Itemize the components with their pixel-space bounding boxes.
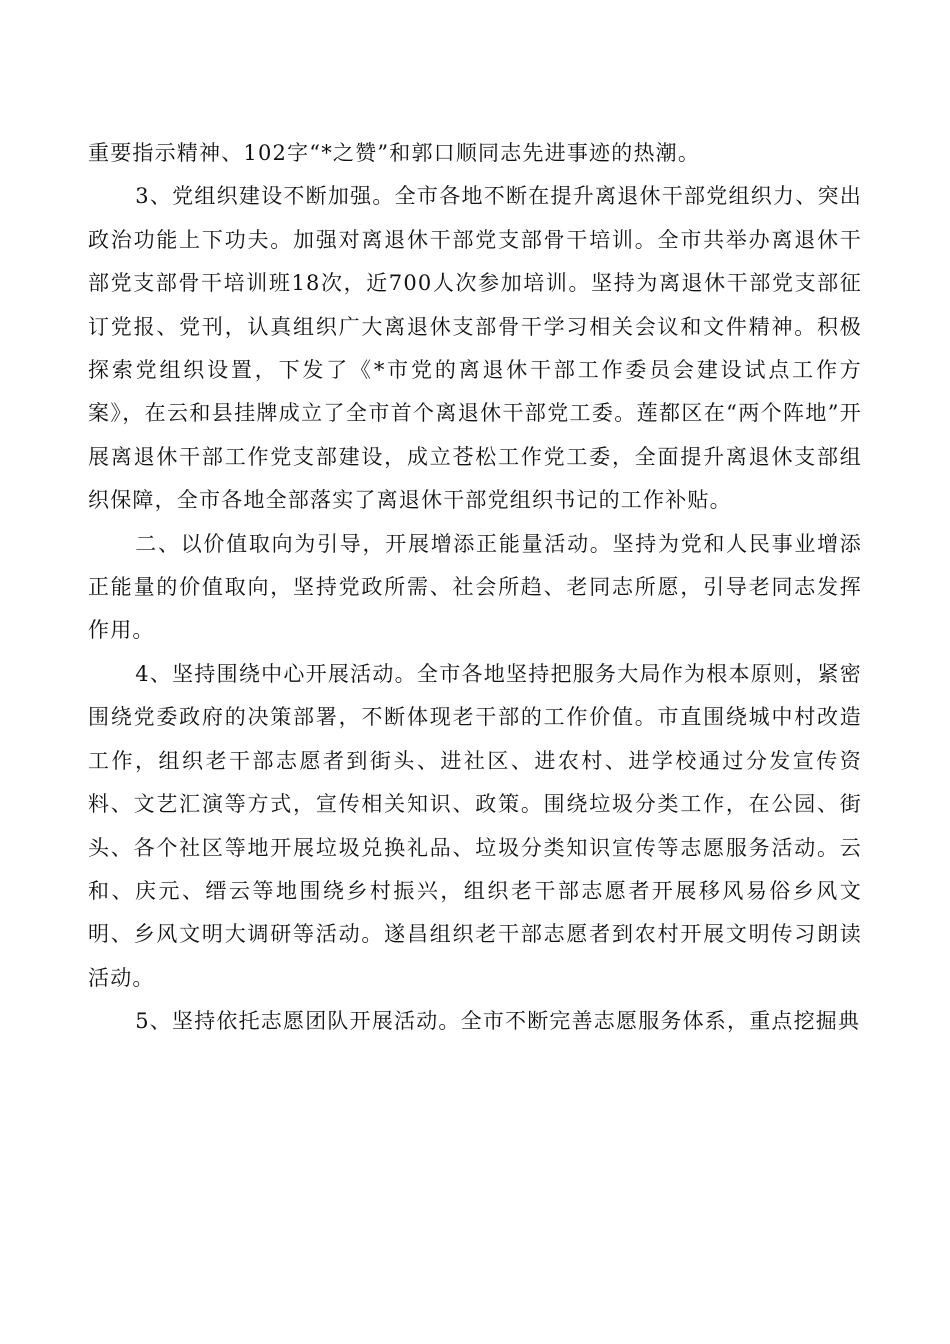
paragraph-center-activities: 4、坚持围绕中心开展活动。全市各地坚持把服务大局作为根本原则，紧密围绕党委政府的决策部署，不断体现老干部的工作价值。市直围绕城中村改造工作，组织老干部志愿者到街头、进社区、进农村、进学校通过分发宣传资料、文艺汇演等方式，宣传相关知识、政策。围绕垃圾分类工作，在公园、街头、各个社区等地开展垃圾兑换礼品、垃圾分类知识宣传等志愿服务活动。云和、庆元、缙云等地围绕乡村振兴，组织老干部志愿者开展移风易俗乡风文明、乡风文明大调研等活动。遂昌组织老干部志愿者到农村开展文明传习朗读活动。 <box>88 661 862 990</box>
paragraph-continuation: 重要指示精神、102字“*之赞”和郭口顺同志先进事迹的热潮。 <box>88 141 701 165</box>
document-body <box>88 132 862 1044</box>
paragraph-section-two-heading: 二、以价值取向为引导，开展增添正能量活动。坚持为党和人民事业增添正能量的价值取向，坚持党政所需、社会所趋、老同志所愿，引导老同志发挥作用。 <box>88 531 862 643</box>
paragraph-volunteer-teams: 5、坚持依托志愿团队开展活动。全市不断完善志愿服务体系，重点挖掘典 <box>135 1009 861 1034</box>
paragraph-party-organization: 3、党组织建设不断加强。全市各地不断在提升离退休干部党组织力、突出政治功能上下功夫。加强对离退休干部党支部骨干培训。全市共举办离退休干部党支部骨干培训班18次，近700人次参加培训。坚持为离退休干部党支部征订党报、党刊，认真组织广大离退休支部骨干学习相关会议和文件精神。积极探索党组织设置，下发了《*市党的离退休干部工作委员会建设试点工作方案》，在云和县挂牌成立了全市首个离退休干部党工委。莲都区在“两个阵地”开展离退休干部工作党支部建设，成立苍松工作党工委，全面提升离退休支部组织保障，全市各地全部落实了离退休干部党组织书记的工作补贴。 <box>88 184 862 513</box>
